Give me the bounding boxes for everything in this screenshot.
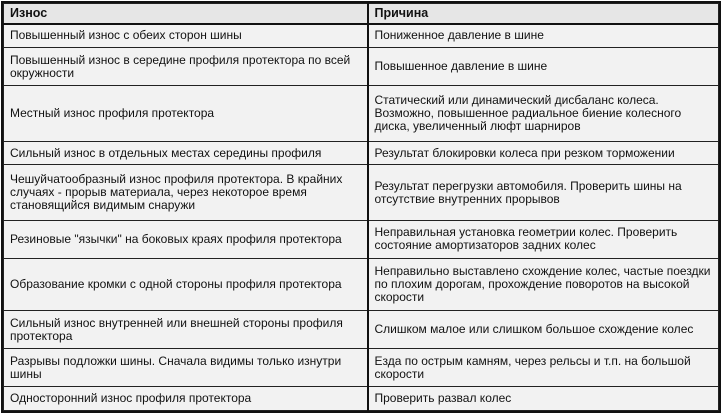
cause-cell: Слишком малое или слишком большое схождение колес [368, 310, 719, 348]
wear-cell: Сильный износ в отдельных местах середины профиля [4, 141, 368, 164]
wear-cell: Резиновые "язычки" на боковых краях профиля протектора [4, 220, 368, 258]
table-row [4, 259, 719, 311]
table-header-row [4, 4, 719, 25]
table-row [4, 86, 719, 142]
cause-cell: Результат перегрузки автомобиля. Проверить шины на отсутствие внутренних прорывов [368, 165, 719, 221]
cause-cell: Езда по острым камням, через рельсы и т.п. на большой скорости [368, 349, 719, 387]
wear-cell: Местный износ профиля протектора [4, 86, 368, 142]
cause-cell: Статический или динамический дисбаланс колеса. Возможно, повышенное радиальное биение колесного диска, увеличенный люфт шарниров [368, 86, 719, 142]
table-row [4, 24, 719, 47]
header-wear: Износ [4, 4, 368, 25]
cause-cell: Проверить развал колес [368, 387, 719, 411]
table-row [4, 141, 719, 164]
wear-cell: Образование кромки с одной стороны профиля протектора [4, 259, 368, 311]
table-row [4, 47, 719, 85]
wear-cell: Повышенный износ с обеих сторон шины [4, 24, 368, 47]
wear-cell: Сильный износ внутренней или внешней стороны профиля протектора [4, 310, 368, 348]
cause-cell: Неправильно выставлено схождение колес, частые поездки по плохим дорогам, прохождение поворотов на высокой скорости [368, 259, 719, 311]
wear-cell: Односторонний износ профиля протектора [4, 387, 368, 411]
table-row [4, 387, 719, 411]
wear-cell: Чешуйчатообразный износ профиля протектора. В крайних случаях - прорыв материала, через некоторое время становящийся видимым снаружи [4, 165, 368, 221]
table-row [4, 349, 719, 387]
cause-cell: Неправильная установка геометрии колес. Проверить состояние амортизаторов задних колес [368, 220, 719, 258]
cause-cell: Результат блокировки колеса при резком торможении [368, 141, 719, 164]
cause-cell: Пониженное давление в шине [368, 24, 719, 47]
header-cause: Причина [368, 4, 719, 25]
table-row [4, 310, 719, 348]
table-row [4, 165, 719, 221]
cause-cell: Повышенное давление в шине [368, 47, 719, 85]
wear-cell: Разрывы подложки шины. Сначала видимы только изнутри шины [4, 349, 368, 387]
wear-cause-table [3, 3, 719, 411]
table-row [4, 220, 719, 258]
wear-cause-table-container [1, 1, 721, 413]
wear-cell: Повышенный износ в середине профиля протектора по всей окружности [4, 47, 368, 85]
